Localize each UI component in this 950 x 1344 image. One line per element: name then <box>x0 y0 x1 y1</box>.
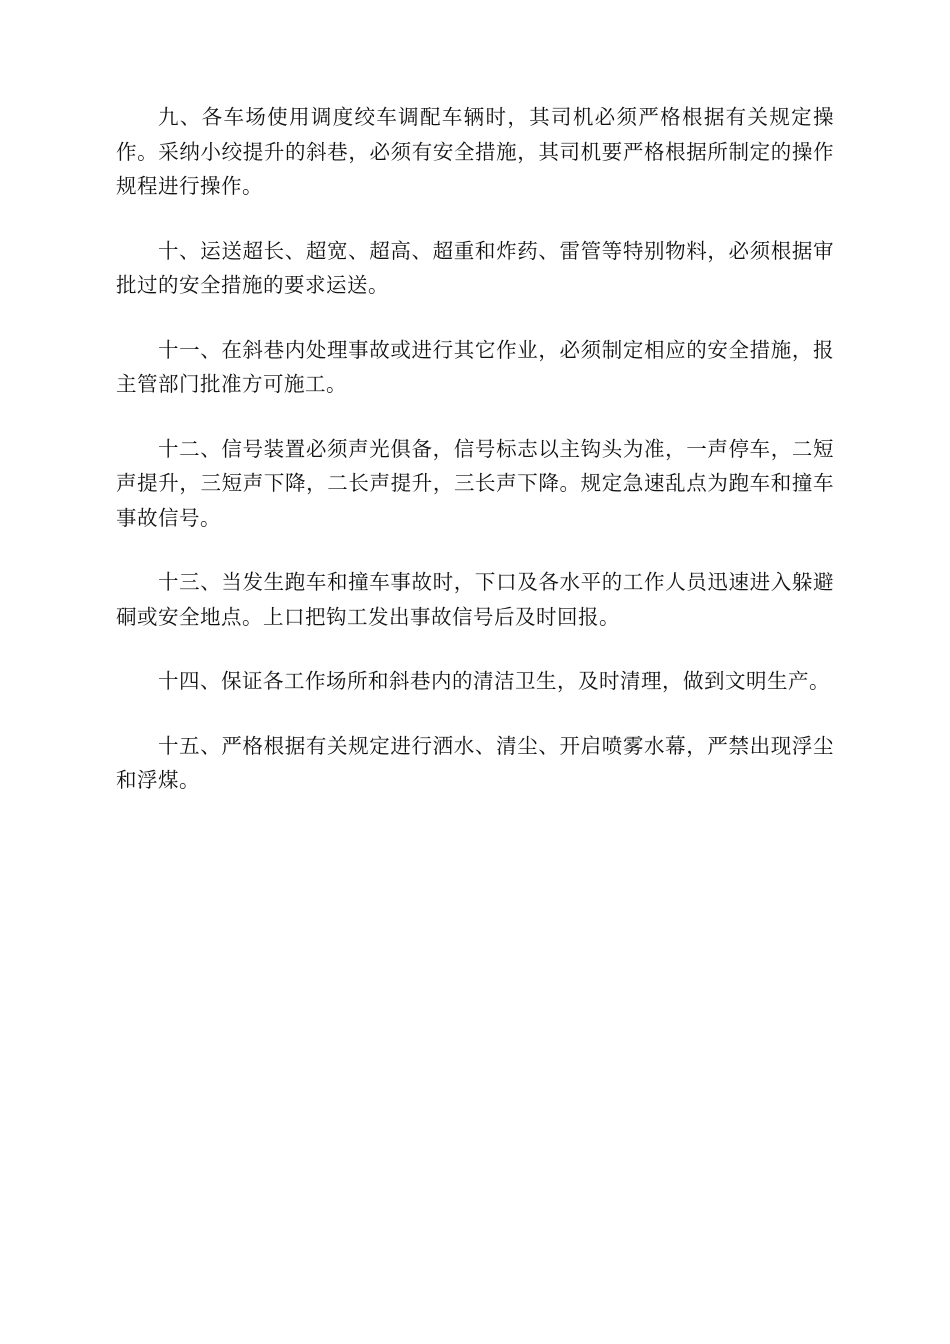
paragraph-11: 十一、在斜巷内处理事故或进行其它作业，必须制定相应的安全措施，报主管部门批准方可施工。 <box>116 337 834 396</box>
paragraph-9: 九、各车场使用调度绞车调配车辆时，其司机必须严格根据有关规定操作。采纳小绞提升的斜巷，必须有安全措施，其司机要严格根据所制定的操作规程进行操作。 <box>116 105 834 198</box>
paragraph-14: 十四、保证各工作场所和斜巷内的清洁卫生，及时清理，做到文明生产。 <box>158 669 830 693</box>
paragraph-12: 十二、信号装置必须声光俱备，信号标志以主钩头为准，一声停车，二短声提升，三短声下降，二长声提升，三长声下降。规定急速乱点为跑车和撞车事故信号。 <box>116 436 834 530</box>
paragraph-13: 十三、当发生跑车和撞车事故时，下口及各水平的工作人员迅速进入躲避硐或安全地点。上口把钩工发出事故信号后及时回报。 <box>116 570 834 629</box>
paragraph-10: 十、运送超长、超宽、超高、超重和炸药、雷管等特别物料，必须根据审批过的安全措施的要求运送。 <box>116 238 834 297</box>
paragraph-15: 十五、严格根据有关规定进行洒水、清尘、开启喷雾水幕，严禁出现浮尘和浮煤。 <box>116 733 834 792</box>
document-page <box>116 100 834 828</box>
